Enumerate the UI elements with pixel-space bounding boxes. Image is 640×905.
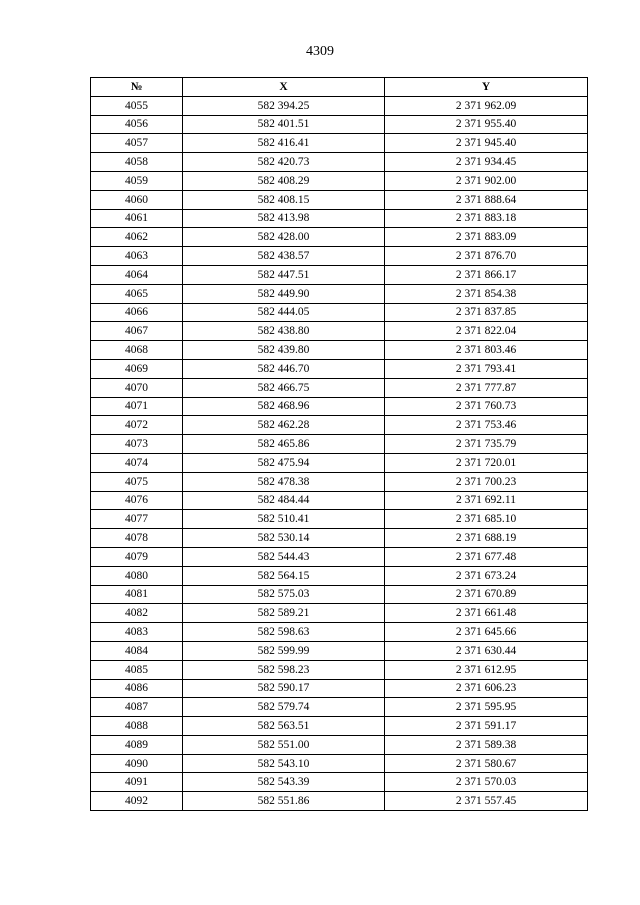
cell-y: 2 371 645.66 xyxy=(385,623,588,642)
cell-number: 4059 xyxy=(91,171,183,190)
cell-y: 2 371 854.38 xyxy=(385,284,588,303)
cell-y: 2 371 630.44 xyxy=(385,641,588,660)
table-row xyxy=(91,153,588,172)
cell-x: 582 575.03 xyxy=(183,585,385,604)
cell-y: 2 371 934.45 xyxy=(385,153,588,172)
header-x: X xyxy=(183,78,385,97)
cell-x: 582 598.23 xyxy=(183,660,385,679)
cell-y: 2 371 612.95 xyxy=(385,660,588,679)
table-row xyxy=(91,416,588,435)
table-row xyxy=(91,435,588,454)
cell-x: 582 590.17 xyxy=(183,679,385,698)
header-y: Y xyxy=(385,78,588,97)
cell-y: 2 371 876.70 xyxy=(385,247,588,266)
cell-y: 2 371 688.19 xyxy=(385,529,588,548)
table-body xyxy=(91,96,588,810)
cell-number: 4067 xyxy=(91,322,183,341)
cell-y: 2 371 589.38 xyxy=(385,735,588,754)
table-row xyxy=(91,96,588,115)
cell-x: 582 428.00 xyxy=(183,228,385,247)
coordinates-table xyxy=(90,77,588,811)
cell-y: 2 371 595.95 xyxy=(385,698,588,717)
cell-number: 4081 xyxy=(91,585,183,604)
cell-y: 2 371 670.89 xyxy=(385,585,588,604)
cell-number: 4091 xyxy=(91,773,183,792)
cell-x: 582 544.43 xyxy=(183,547,385,566)
table-row xyxy=(91,566,588,585)
cell-y: 2 371 720.01 xyxy=(385,453,588,472)
cell-x: 582 599.99 xyxy=(183,641,385,660)
cell-number: 4072 xyxy=(91,416,183,435)
cell-y: 2 371 591.17 xyxy=(385,717,588,736)
cell-number: 4060 xyxy=(91,190,183,209)
cell-number: 4085 xyxy=(91,660,183,679)
cell-y: 2 371 955.40 xyxy=(385,115,588,134)
cell-y: 2 371 580.67 xyxy=(385,754,588,773)
cell-y: 2 371 700.23 xyxy=(385,472,588,491)
table-row xyxy=(91,792,588,811)
cell-x: 582 446.70 xyxy=(183,359,385,378)
table-header xyxy=(91,78,588,97)
table-row xyxy=(91,510,588,529)
cell-number: 4077 xyxy=(91,510,183,529)
cell-number: 4068 xyxy=(91,341,183,360)
cell-number: 4092 xyxy=(91,792,183,811)
table-row xyxy=(91,359,588,378)
table-row xyxy=(91,265,588,284)
cell-x: 582 543.10 xyxy=(183,754,385,773)
cell-number: 4073 xyxy=(91,435,183,454)
cell-y: 2 371 753.46 xyxy=(385,416,588,435)
cell-number: 4079 xyxy=(91,547,183,566)
table-row xyxy=(91,341,588,360)
table-row xyxy=(91,529,588,548)
cell-number: 4057 xyxy=(91,134,183,153)
cell-x: 582 394.25 xyxy=(183,96,385,115)
cell-number: 4069 xyxy=(91,359,183,378)
cell-number: 4087 xyxy=(91,698,183,717)
table-row xyxy=(91,754,588,773)
cell-y: 2 371 945.40 xyxy=(385,134,588,153)
table-row xyxy=(91,284,588,303)
cell-x: 582 551.86 xyxy=(183,792,385,811)
cell-number: 4055 xyxy=(91,96,183,115)
cell-number: 4075 xyxy=(91,472,183,491)
cell-x: 582 484.44 xyxy=(183,491,385,510)
cell-x: 582 510.41 xyxy=(183,510,385,529)
cell-number: 4062 xyxy=(91,228,183,247)
cell-number: 4063 xyxy=(91,247,183,266)
table-row xyxy=(91,660,588,679)
table-row xyxy=(91,717,588,736)
cell-y: 2 371 673.24 xyxy=(385,566,588,585)
table-row xyxy=(91,585,588,604)
cell-y: 2 371 661.48 xyxy=(385,604,588,623)
page-number: 4309 xyxy=(306,44,334,59)
cell-x: 582 589.21 xyxy=(183,604,385,623)
cell-x: 582 416.41 xyxy=(183,134,385,153)
cell-y: 2 371 883.09 xyxy=(385,228,588,247)
cell-x: 582 401.51 xyxy=(183,115,385,134)
cell-x: 582 444.05 xyxy=(183,303,385,322)
cell-number: 4089 xyxy=(91,735,183,754)
cell-number: 4071 xyxy=(91,397,183,416)
cell-number: 4076 xyxy=(91,491,183,510)
table-row xyxy=(91,397,588,416)
cell-x: 582 543.39 xyxy=(183,773,385,792)
cell-number: 4088 xyxy=(91,717,183,736)
cell-x: 582 579.74 xyxy=(183,698,385,717)
cell-x: 582 530.14 xyxy=(183,529,385,548)
cell-number: 4056 xyxy=(91,115,183,134)
cell-y: 2 371 837.85 xyxy=(385,303,588,322)
table-row xyxy=(91,190,588,209)
cell-number: 4080 xyxy=(91,566,183,585)
cell-x: 582 438.57 xyxy=(183,247,385,266)
cell-x: 582 438.80 xyxy=(183,322,385,341)
cell-x: 582 564.15 xyxy=(183,566,385,585)
cell-x: 582 462.28 xyxy=(183,416,385,435)
cell-y: 2 371 866.17 xyxy=(385,265,588,284)
cell-x: 582 447.51 xyxy=(183,265,385,284)
table-row xyxy=(91,115,588,134)
table-row xyxy=(91,604,588,623)
table-row xyxy=(91,679,588,698)
cell-y: 2 371 570.03 xyxy=(385,773,588,792)
table-row xyxy=(91,641,588,660)
cell-y: 2 371 962.09 xyxy=(385,96,588,115)
cell-y: 2 371 883.18 xyxy=(385,209,588,228)
table-row xyxy=(91,735,588,754)
cell-number: 4082 xyxy=(91,604,183,623)
table-row xyxy=(91,228,588,247)
cell-number: 4070 xyxy=(91,378,183,397)
cell-number: 4074 xyxy=(91,453,183,472)
table-row xyxy=(91,322,588,341)
table-row xyxy=(91,209,588,228)
table-row xyxy=(91,171,588,190)
cell-number: 4065 xyxy=(91,284,183,303)
cell-y: 2 371 735.79 xyxy=(385,435,588,454)
cell-x: 582 466.75 xyxy=(183,378,385,397)
cell-x: 582 408.15 xyxy=(183,190,385,209)
table-row xyxy=(91,134,588,153)
table-row xyxy=(91,378,588,397)
cell-number: 4058 xyxy=(91,153,183,172)
cell-x: 582 563.51 xyxy=(183,717,385,736)
cell-y: 2 371 793.41 xyxy=(385,359,588,378)
cell-y: 2 371 902.00 xyxy=(385,171,588,190)
cell-y: 2 371 760.73 xyxy=(385,397,588,416)
cell-y: 2 371 557.45 xyxy=(385,792,588,811)
cell-x: 582 465.86 xyxy=(183,435,385,454)
cell-x: 582 598.63 xyxy=(183,623,385,642)
table-row xyxy=(91,472,588,491)
table-row xyxy=(91,698,588,717)
cell-y: 2 371 777.87 xyxy=(385,378,588,397)
cell-x: 582 449.90 xyxy=(183,284,385,303)
table-row xyxy=(91,623,588,642)
cell-y: 2 371 803.46 xyxy=(385,341,588,360)
table-row xyxy=(91,491,588,510)
cell-y: 2 371 822.04 xyxy=(385,322,588,341)
cell-number: 4083 xyxy=(91,623,183,642)
cell-x: 582 413.98 xyxy=(183,209,385,228)
cell-number: 4086 xyxy=(91,679,183,698)
table-row xyxy=(91,547,588,566)
cell-number: 4084 xyxy=(91,641,183,660)
cell-y: 2 371 606.23 xyxy=(385,679,588,698)
cell-y: 2 371 888.64 xyxy=(385,190,588,209)
cell-y: 2 371 692.11 xyxy=(385,491,588,510)
cell-x: 582 439.80 xyxy=(183,341,385,360)
cell-x: 582 478.38 xyxy=(183,472,385,491)
table-row xyxy=(91,773,588,792)
cell-x: 582 468.96 xyxy=(183,397,385,416)
table-row xyxy=(91,303,588,322)
cell-number: 4061 xyxy=(91,209,183,228)
header-number: № xyxy=(91,78,183,97)
cell-x: 582 408.29 xyxy=(183,171,385,190)
cell-x: 582 475.94 xyxy=(183,453,385,472)
cell-x: 582 551.00 xyxy=(183,735,385,754)
header-row xyxy=(91,78,588,97)
cell-x: 582 420.73 xyxy=(183,153,385,172)
cell-number: 4078 xyxy=(91,529,183,548)
table-row xyxy=(91,247,588,266)
table-row xyxy=(91,453,588,472)
cell-y: 2 371 677.48 xyxy=(385,547,588,566)
cell-y: 2 371 685.10 xyxy=(385,510,588,529)
cell-number: 4066 xyxy=(91,303,183,322)
cell-number: 4090 xyxy=(91,754,183,773)
cell-number: 4064 xyxy=(91,265,183,284)
